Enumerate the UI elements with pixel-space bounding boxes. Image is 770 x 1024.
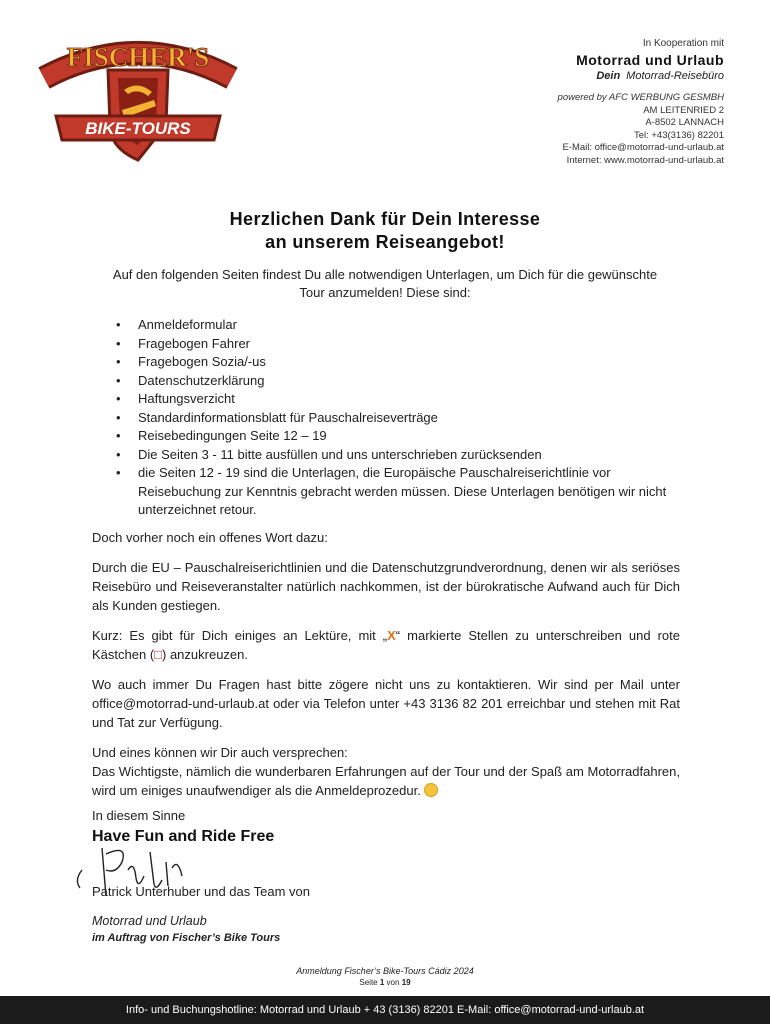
- hotline-bar: Info- und Buchungshotline: Motorrad und Urlaub + 43 (3136) 82201 E-Mail: office@motorrad-und-urlaub.at: [0, 996, 770, 1024]
- address-web: Internet: www.motorrad-und-urlaub.at: [566, 154, 724, 166]
- list-item: • Datenschutzerklärung: [116, 372, 676, 391]
- paragraph-instructions: Kurz: Es gibt für Dich einiges an Lektüre, mit „X“ markierte Stellen zu unterschreiben und rote Kästchen (□) anzukreuzen.: [92, 628, 680, 662]
- list-item: • Die Seiten 3 - 11 bitte ausfüllen und uns unterschrieben zurücksenden: [116, 446, 676, 465]
- smiley-icon: [424, 783, 438, 797]
- address-email: E-Mail: office@motorrad-und-urlaub.at: [562, 142, 724, 153]
- documents-list: [116, 316, 676, 520]
- tagline-bold: Dein: [596, 70, 621, 82]
- powered-by: powered by AFC WERBUNG GESMBH: [557, 92, 724, 103]
- agency-tagline: [558, 70, 724, 82]
- address-phone: Tel: +43(3136) 82201: [633, 129, 724, 141]
- company-name: Motorrad und Urlaub: [92, 914, 207, 928]
- closing-motto: Have Fun and Ride Free: [92, 828, 275, 845]
- agency-brand: Motorrad und Urlaub: [576, 52, 724, 68]
- list-item: • Anmeldeformular: [116, 316, 676, 335]
- on-behalf-line: im Auftrag von Fischer’s Bike Tours: [92, 932, 281, 944]
- letter-body: [92, 528, 680, 811]
- logo-banner-text: BIKE-TOURS: [85, 119, 191, 138]
- agency-header: [558, 38, 724, 167]
- page-indicator: Seite 1 von 19: [359, 978, 411, 987]
- closing-phrase: In diesem Sinne: [92, 808, 186, 823]
- title-line-1: Herzlichen Dank für Dein Interesse: [229, 209, 541, 229]
- paragraph-contact: Wo auch immer Du Fragen hast bitte zögere nicht uns zu kontaktieren. Wir sind per Mail unter office@motorrad-und-urlaub.at oder via Telefon unter +43 3136 82 201 erreichbar und stehen mit Rat und Tat zur Verfügung.: [92, 677, 680, 730]
- intro-text: Auf den folgenden Seiten findest Du alle notwendigen Unterlagen, um Dich für die gewünschte Tour anzumelden! Diese sind:: [112, 267, 658, 300]
- paragraph-open-word: Doch vorher noch ein offenes Wort dazu:: [92, 530, 328, 545]
- page-title: [0, 208, 770, 254]
- list-item: • Standardinformationsblatt für Pauschalreiseverträge: [116, 409, 676, 428]
- document-title: Anmeldung Fischer’s Bike-Tours Cádiz 2024: [296, 966, 474, 976]
- checkbox-icon: □: [154, 647, 163, 662]
- list-item: • Reisebedingungen Seite 12 – 19: [116, 427, 676, 446]
- agency-address: [558, 92, 724, 167]
- list-item: • Haftungsverzicht: [116, 390, 676, 409]
- logo-top-text: FISCHER'S: [66, 42, 210, 72]
- document-footer: [0, 966, 770, 988]
- x-marker: X: [387, 628, 396, 643]
- cooperation-label: In Kooperation mit: [642, 38, 724, 49]
- signer-line: Patrick Unterhuber und das Team von: [92, 884, 310, 899]
- title-line-2: an unserem Reiseangebot!: [265, 232, 505, 252]
- fischers-bike-tours-logo: [38, 30, 238, 170]
- paragraph-eu-rules: Durch die EU – Pauschalreiserichtlinien und die Datenschutzgrundverordnung, denen wir als seriöses Reisebüro und Reiseveranstalter natürlich nachkommen, ist der bürokratische Aufwand auch für Dich als Kunden gestiegen.: [92, 560, 680, 613]
- list-item: • Fragebogen Fahrer: [116, 335, 676, 354]
- address-street: AM LEITENRIED 2: [643, 104, 724, 116]
- tagline-rest: Motorrad-Reisebüro: [626, 70, 724, 82]
- paragraph-promise: Und eines können wir Dir auch versprechen: Das Wichtigste, nämlich die wunderbaren Erfahrungen auf der Tour und der Spaß am Motorradfahren, wird um einiges unaufwendiger als die Anmeldeprozedur.: [92, 745, 680, 798]
- list-item: • Fragebogen Sozia/-us: [116, 353, 676, 372]
- list-item: • die Seiten 12 - 19 sind die Unterlagen, die Europäische Pauschalreiserichtlinie vor Reisebuchung zur Kenntnis gebracht werden müssen. Diese Unterlagen benötigen wir nicht unterzeichnet retour.: [116, 464, 676, 520]
- address-city: A-8502 LANNACH: [645, 117, 724, 128]
